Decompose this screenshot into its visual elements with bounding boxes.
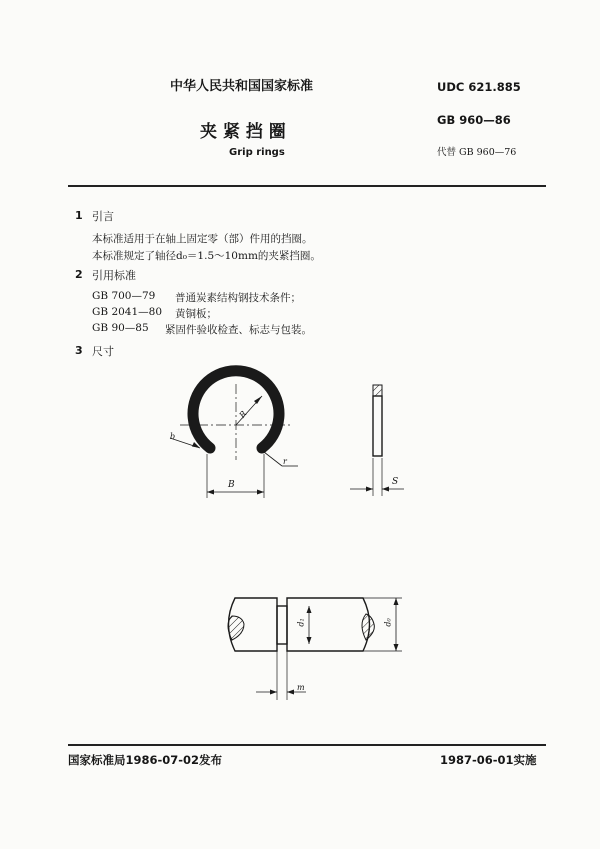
replaces-standard: 代替 GB 960—76 [437, 147, 517, 158]
ref-desc-3: 紧固件验收检查、标志与包装。 [165, 324, 312, 336]
ref-code-2: GB 2041—80 [92, 306, 163, 318]
label-d0: d₀ [383, 618, 393, 627]
english-title: Grip rings [229, 147, 285, 158]
label-S: S [392, 477, 399, 487]
section-2-number: 2 [75, 268, 83, 281]
section-3-number: 3 [75, 344, 83, 357]
ref-code-3: GB 90—85 [92, 322, 149, 334]
label-m: m [297, 683, 305, 692]
footer-divider [68, 744, 546, 746]
section-1-line-2: 本标准规定了轴径d₀＝1.5～10mm的夹紧挡圈。 [92, 250, 321, 262]
ring-front-view [170, 371, 298, 498]
side-view-arrows [366, 487, 389, 492]
ref-desc-2: 黄铜板； [175, 308, 217, 320]
section-2-title: 引用标准 [92, 269, 136, 282]
section-1-title: 引言 [92, 210, 114, 223]
issuing-country-standard: 中华人民共和国国家标准 [170, 79, 314, 94]
shaft-dimension-arrows [270, 598, 399, 695]
section-1-line-1: 本标准适用于在轴上固定零（部）件用的挡圈。 [92, 233, 313, 245]
section-1-number: 1 [75, 209, 83, 222]
label-width-b: b [170, 432, 176, 441]
section-3-title: 尺寸 [92, 345, 114, 358]
ref-code-1: GB 700—79 [92, 290, 156, 302]
effective-date: 1987-06-01实施 [440, 753, 537, 767]
label-radius: R [237, 409, 249, 420]
udc-number: UDC 621.885 [437, 80, 521, 94]
gb-number: GB 960—86 [437, 113, 511, 127]
issue-date: 国家标准局1986-07-02发布 [68, 753, 223, 767]
page-title: 夹 紧 挡 圈 [200, 122, 286, 142]
label-B: B [228, 480, 235, 490]
shaft-groove-view [228, 598, 402, 700]
label-fillet-r: r [283, 457, 287, 466]
ref-desc-1: 普通炭素结构钢技术条件； [175, 292, 301, 304]
shaft-groove [277, 606, 287, 644]
label-d1: d₁ [296, 618, 306, 627]
